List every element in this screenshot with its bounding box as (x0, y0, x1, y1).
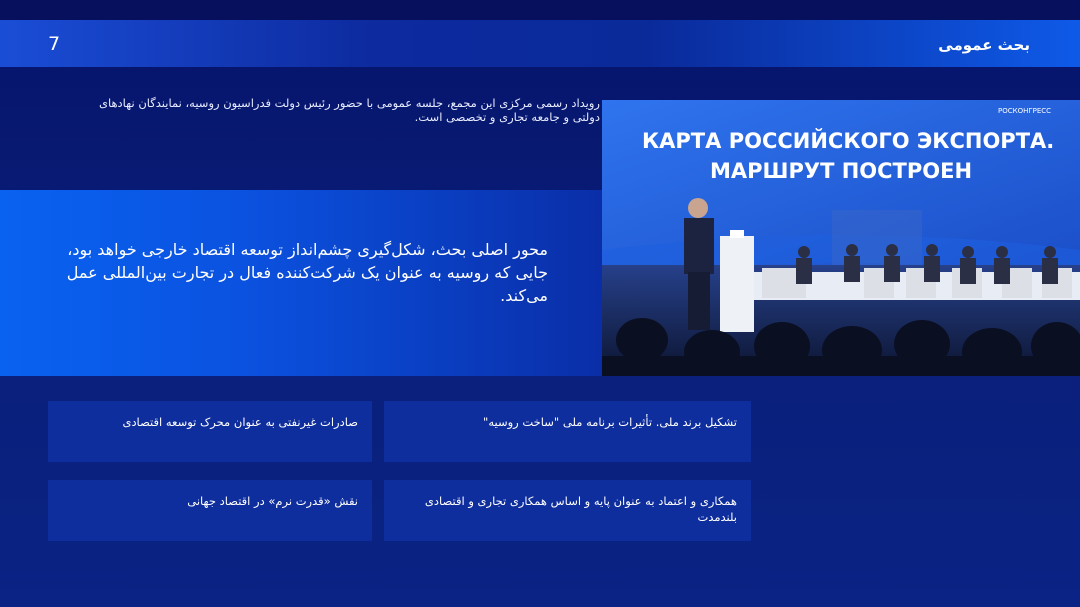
page-title: بحث عمومی (938, 36, 1030, 54)
topic-card-non-oil-exports (48, 401, 372, 462)
topic-card-text: همکاری و اعتماد به عنوان پایه و اساس همکاری تجاری و اقتصادی بلندمدت (424, 494, 737, 524)
intro-text: رویداد رسمی مرکزی این مجمع، جلسه عمومی با حضور رئیس دولت فدراسیون روسیه، نمایندگان نهادهای دولتی و جامعه تجاری و تخصصی است. (98, 96, 600, 124)
page-number: 7 (48, 33, 61, 55)
topic-card-national-brand (384, 401, 751, 462)
highlight-text: محور اصلی بحث، شکل‌گیری چشم‌انداز توسعه اقتصاد خارجی خواهد بود، جایی که روسیه به عنوان یک شرکت‌کننده فعال در تجارت بین‌المللی عمل می‌کند. (66, 240, 548, 305)
roscongress-logo: РОСКОНГРЕСС (998, 107, 1052, 115)
topic-card-soft-power (48, 480, 372, 541)
header-bar (0, 20, 1080, 67)
topic-card-text: تشکیل برند ملی. تأثیرات برنامه ملی "ساخت روسیه" (483, 415, 737, 429)
topic-card-text: نقش «قدرت نرم» در اقتصاد جهانی (187, 494, 358, 508)
topic-card-cooperation-trust (384, 480, 751, 541)
top-strip (0, 0, 1080, 20)
screen-headline-2: МАРШРУТ ПОСТРОЕН (710, 159, 973, 183)
event-photo-illustration (602, 100, 1080, 376)
screen-headline-1: КАРТА РОССИЙСКОГО ЭКСПОРТА. (642, 129, 1055, 153)
event-photo (602, 100, 1080, 376)
topic-card-text: صادرات غیرنفتی به عنوان محرک توسعه اقتصادی (122, 415, 358, 429)
